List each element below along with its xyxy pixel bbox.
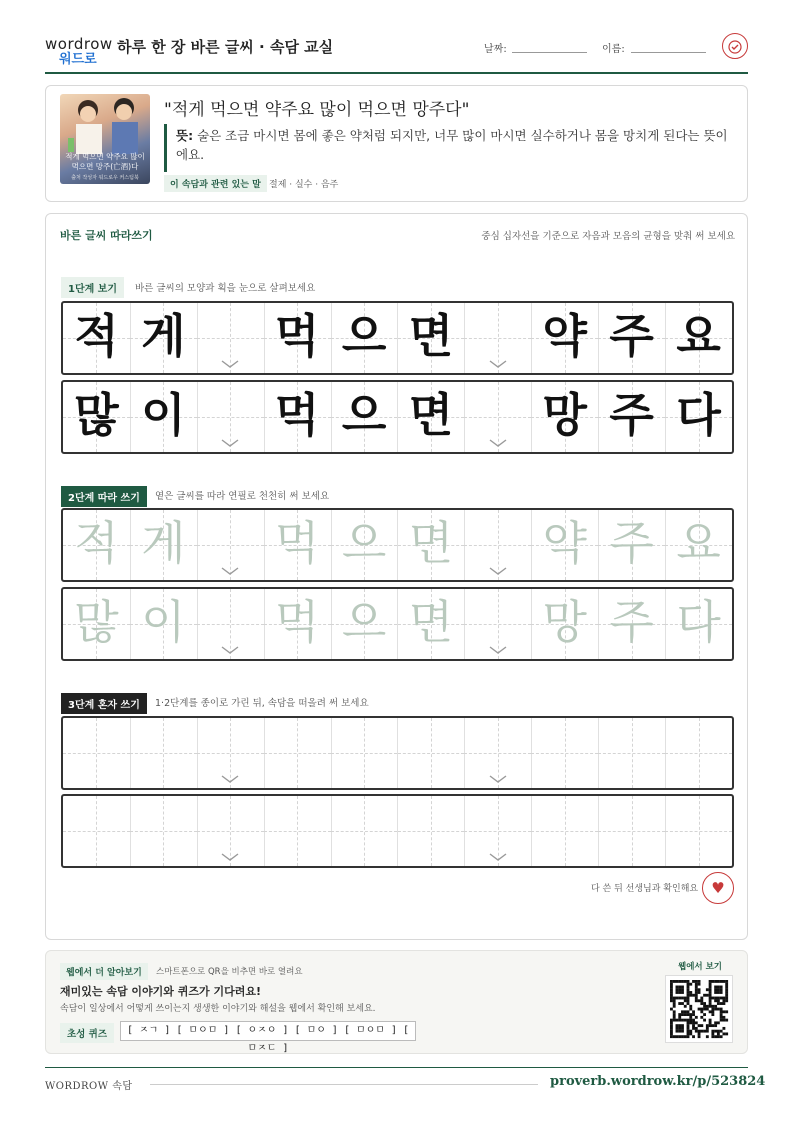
grid-cell [665,303,732,373]
grid-char: 먹 [274,388,320,442]
grid-char: 적 [74,516,119,570]
space-cell [197,382,265,452]
grid-cell[interactable] [531,589,599,659]
heart-stamp-icon: ♥ [702,872,734,904]
grid-char: 적 [74,309,119,363]
space-mark-icon [464,438,531,448]
grid-char: 으 [341,388,387,442]
name-field[interactable] [631,52,706,53]
grid-char: 요 [676,516,721,570]
related-label: 이 속담과 관련 있는 말 [164,175,267,192]
space-mark-icon [464,566,531,576]
space-cell[interactable] [197,718,265,788]
step3-row-1[interactable] [61,716,734,790]
space-mark-icon [197,645,264,655]
grid-char: 주 [609,595,654,649]
grid-char: 많 [74,388,119,442]
proverb-card [45,85,748,202]
space-mark-icon [464,645,531,655]
space-cell[interactable] [464,589,532,659]
step3-desc: 1·2단계를 종이로 가린 뒤, 속담을 떠올려 써 보세요 [155,698,369,709]
step1-desc: 바른 글씨의 모양과 획을 눈으로 살펴보세요 [135,283,316,294]
grid-char: 주 [609,388,654,442]
grid-cell[interactable] [264,589,332,659]
step1-row-1 [61,301,734,375]
grid-cell [130,303,198,373]
logo-subtext: 워드로 [59,52,97,67]
meaning-accent-bar [164,124,167,172]
space-mark-icon [464,852,531,862]
grid-cell [531,382,599,452]
illustration-source: 출처 작성자 워드로우 커스텀북 [71,175,139,181]
space-cell [464,382,532,452]
grid-char: 으 [341,595,387,649]
grid-cell[interactable] [398,589,466,659]
grid-cell[interactable] [264,796,332,866]
grid-char: 주 [609,309,654,363]
space-cell[interactable] [197,796,265,866]
grid-cell[interactable] [665,718,732,788]
grid-cell[interactable] [598,796,666,866]
grid-cell[interactable] [130,796,198,866]
grid-char: 면 [408,516,454,570]
space-cell[interactable] [197,510,265,580]
footer-rule [150,1084,538,1085]
grid-cell[interactable] [398,718,466,788]
grid-cell [63,303,131,373]
illustration-caption: 적게 먹으면 약주요 많이 먹으면 망주(亡酒)다 [65,152,145,171]
grid-char: 게 [141,309,186,363]
web-more-tag: 웹에서 더 알아보기 [60,963,148,980]
name-label: 이름: [602,44,625,55]
grid-cell [598,303,666,373]
grid-cell[interactable] [264,510,332,580]
grid-char: 다 [676,388,721,442]
date-field[interactable] [512,52,587,53]
space-mark-icon [464,774,531,784]
grid-char: 으 [341,309,387,363]
web-desc: 속담이 일상에서 어떻게 쓰이는지 생생한 이야기와 해설을 웹에서 확인해 보세요. [60,1004,376,1014]
grid-cell[interactable] [331,589,399,659]
grid-char: 약 [542,516,587,570]
grid-char: 게 [141,516,186,570]
practice-section [45,213,748,940]
grid-cell[interactable] [398,510,466,580]
grid-cell [130,382,198,452]
date-label: 날짜: [484,44,507,55]
grid-cell[interactable] [665,796,732,866]
step1-tag: 1단계 보기 [61,277,124,298]
page-header [45,30,748,74]
step2-row-2[interactable] [61,587,734,661]
grid-cell [63,382,131,452]
grid-char: 망 [542,388,587,442]
grid-char: 망 [542,595,587,649]
grid-char: 먹 [274,309,320,363]
check-stamp-icon [722,33,748,59]
grid-cell[interactable] [130,718,198,788]
grid-cell [398,303,466,373]
grid-char: 으 [341,516,387,570]
meaning-text: 술은 조금 마시면 몸에 좋은 약처럼 되지만, 너무 많이 마시면 실수하거나 몸을 망치게 된다는 뜻이에요. [176,128,728,162]
proverb-text: "적게 먹으면 약주요 많이 먹으면 망주다" [164,100,470,120]
web-see-label: 웹에서 보기 [678,962,723,972]
space-mark-icon [197,852,264,862]
wordrow-logo [45,34,113,67]
grid-cell[interactable] [331,510,399,580]
grid-cell[interactable] [130,510,198,580]
grid-cell [398,382,466,452]
footer-divider [45,1067,748,1068]
grid-cell [264,303,332,373]
space-mark-icon [197,359,264,369]
step2-row-1[interactable] [61,508,734,582]
grid-cell [531,303,599,373]
space-mark-icon [197,566,264,576]
space-mark-icon [464,359,531,369]
space-cell [464,303,532,373]
grid-cell[interactable] [63,796,131,866]
grid-cell[interactable] [331,796,399,866]
space-cell[interactable] [464,796,532,866]
step2-desc: 옅은 글씨를 따라 연필로 천천히 써 보세요 [155,491,330,502]
grid-char: 면 [408,595,454,649]
space-cell[interactable] [197,589,265,659]
grid-cell[interactable] [63,510,131,580]
footer-brand: WORDROW 속담 [45,1081,133,1092]
grid-cell [598,382,666,452]
qr-hint: 스마트폰으로 QR을 비추면 바로 열려요 [156,967,303,977]
practice-title: 바른 글씨 따라쓰기 [60,229,153,242]
practice-hint: 중심 십자선을 기준으로 자음과 모음의 균형을 맞춰 써 보세요 [481,231,735,242]
teacher-check-text: 다 쓴 뒤 선생님과 확인해요 [591,884,699,894]
grid-char: 면 [408,388,454,442]
grid-cell[interactable] [531,510,599,580]
space-cell [197,303,265,373]
grid-char: 많 [74,595,119,649]
grid-char: 약 [542,309,587,363]
grid-char: 이 [141,595,186,649]
grid-cell[interactable] [665,510,732,580]
space-cell[interactable] [464,510,532,580]
grid-cell[interactable] [63,589,131,659]
grid-cell [665,382,732,452]
step2-tag: 2단계 따라 쓰기 [61,486,147,507]
grid-char: 이 [141,388,186,442]
grid-char: 면 [408,309,454,363]
qr-code-icon[interactable] [665,975,733,1043]
quiz-tag: 초성 퀴즈 [60,1023,114,1043]
grid-cell[interactable] [130,589,198,659]
space-cell[interactable] [464,718,532,788]
grid-cell[interactable] [531,796,599,866]
page-title: 하루 한 장 바른 글씨 · 속담 교실 [117,38,334,56]
grid-cell[interactable] [531,718,599,788]
related-words: 절제 · 실수 · 음주 [269,180,339,190]
proverb-meaning [176,126,736,164]
grid-cell[interactable] [598,589,666,659]
step1-row-2 [61,380,734,454]
grid-cell[interactable] [398,796,466,866]
grid-char: 주 [609,516,654,570]
grid-cell [264,382,332,452]
space-mark-icon [197,438,264,448]
web-title: 재미있는 속담 이야기와 퀴즈가 기다려요! [60,985,261,998]
footer-url[interactable]: proverb.wordrow.kr/p/523824 [550,1074,766,1089]
meaning-label: 뜻: [176,128,194,143]
logo-text: wordrow [45,35,113,53]
space-mark-icon [197,774,264,784]
grid-cell[interactable] [598,718,666,788]
grid-cell[interactable] [63,718,131,788]
grid-char: 다 [676,595,721,649]
grid-cell [331,303,399,373]
grid-cell [331,382,399,452]
step3-row-2[interactable] [61,794,734,868]
grid-cell[interactable] [264,718,332,788]
web-more-box [45,950,748,1054]
grid-cell[interactable] [331,718,399,788]
proverb-illustration [60,94,150,184]
grid-char: 먹 [274,516,320,570]
grid-char: 요 [676,309,721,363]
grid-char: 먹 [274,595,320,649]
grid-cell[interactable] [598,510,666,580]
step3-tag: 3단계 혼자 쓰기 [61,693,147,714]
initial-consonant-quiz: [ ㅈㄱ ] [ ㅁㅇㅁ ] [ ㅇㅈㅇ ] [ ㅁㅇ ] [ ㅁㅇㅁ ] [ ㅁㅈㄷ ] [120,1021,416,1041]
grid-cell[interactable] [665,589,732,659]
